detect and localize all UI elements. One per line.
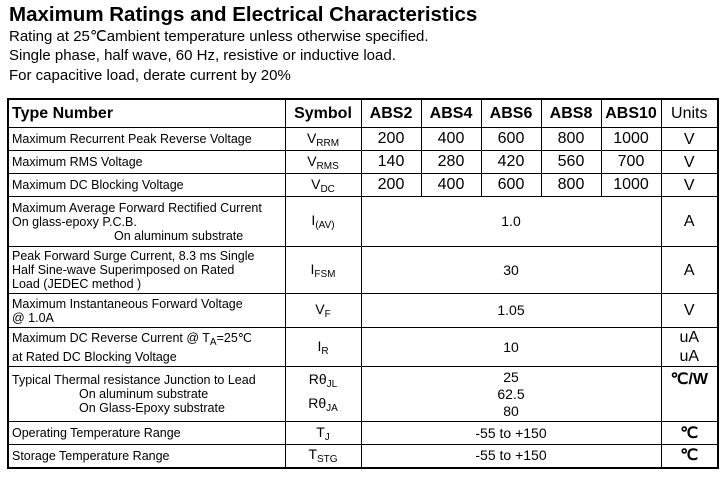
header-model-abs4: ABS4 <box>421 99 481 128</box>
value-abs4: 400 <box>421 174 481 197</box>
param-label: Maximum DC Blocking Voltage <box>8 174 285 197</box>
value-abs2: 200 <box>361 174 421 197</box>
table-row-vdc <box>8 174 718 197</box>
value-all-models: -55 to +150 <box>361 445 661 468</box>
page-title: Maximum Ratings and Electrical Characteristics <box>9 3 478 26</box>
value-abs4: 400 <box>421 128 481 151</box>
param-label: Maximum Average Forward Rectified Current On glass-epoxy P.C.B. On aluminum substrate <box>8 197 285 247</box>
symbol-cell: $I_{(AV)}$ <box>285 197 361 247</box>
unit-cell: ℃/W <box>661 367 718 422</box>
unit-cell: V <box>661 294 718 328</box>
value-abs2: 200 <box>361 128 421 151</box>
value-abs8: 800 <box>541 128 601 151</box>
note-phase: Single phase, half wave, 60 Hz, resistive or inductive load. <box>9 47 396 64</box>
unit-cell: V <box>661 174 718 197</box>
value-abs8: 560 <box>541 151 601 174</box>
table-row-thermal <box>8 367 718 422</box>
unit-cell: ℃ <box>661 445 718 468</box>
table-row-vf <box>8 294 718 328</box>
note-temperature: Rating at 25℃ambient temperature unless otherwise specified. <box>9 28 429 45</box>
symbol-cell: $V_{RMS}$ <box>285 151 361 174</box>
header-row <box>8 99 718 128</box>
symbol-cell: $V_{DC}$ <box>285 174 361 197</box>
table-row-vrms <box>8 151 718 174</box>
header-type-number: Type Number <box>8 99 285 128</box>
value-abs10: 1000 <box>601 174 661 197</box>
symbol-cell: $I_{FSM}$ <box>285 247 361 294</box>
ratings-table <box>7 98 719 469</box>
symbol-cell: $I_R$ <box>285 328 361 367</box>
header-model-abs10: ABS10 <box>601 99 661 128</box>
header-model-abs8: ABS8 <box>541 99 601 128</box>
symbol-cell: $V_F$ <box>285 294 361 328</box>
value-abs6: 600 <box>481 128 541 151</box>
value-all-models: 25 62.5 80 <box>361 367 661 422</box>
symbol-cell: $R\theta_{JL}$ $R\theta_{JA}$ <box>285 367 361 422</box>
value-all-models: 1.05 <box>361 294 661 328</box>
value-all-models: 10 <box>361 328 661 367</box>
unit-cell: A <box>661 247 718 294</box>
unit-cell: ℃ <box>661 422 718 445</box>
unit-cell: uA uA <box>661 328 718 367</box>
param-label: Maximum Instantaneous Forward Voltage @ 1.0A <box>8 294 285 328</box>
table-row-tj <box>8 422 718 445</box>
param-label: Maximum RMS Voltage <box>8 151 285 174</box>
value-abs2: 140 <box>361 151 421 174</box>
value-abs4: 280 <box>421 151 481 174</box>
value-abs6: 420 <box>481 151 541 174</box>
note-capacitive: For capacitive load, derate current by 20% <box>9 67 291 84</box>
value-all-models: -55 to +150 <box>361 422 661 445</box>
table-row-vrrm <box>8 128 718 151</box>
header-units: Units <box>661 99 718 128</box>
table-row-iav <box>8 197 718 247</box>
param-label: Operating Temperature Range <box>8 422 285 445</box>
unit-cell: V <box>661 151 718 174</box>
param-label: Storage Temperature Range <box>8 445 285 468</box>
header-model-abs6: ABS6 <box>481 99 541 128</box>
param-label: Peak Forward Surge Current, 8.3 ms Single Half Sine-wave Superimposed on Rated Load (JEDEC method ) <box>8 247 285 294</box>
param-label: Maximum DC Reverse Current @ $T_A=25℃$ at Rated DC Blocking Voltage <box>8 328 285 367</box>
value-abs8: 800 <box>541 174 601 197</box>
table-row-ifsm <box>8 247 718 294</box>
value-all-models: 30 <box>361 247 661 294</box>
value-all-models: 1.0 <box>361 197 661 247</box>
value-abs10: 700 <box>601 151 661 174</box>
symbol-cell: $T_J$ <box>285 422 361 445</box>
param-label: Typical Thermal resistance Junction to Lead On aluminum substrate On Glass-Epoxy substrate <box>8 367 285 422</box>
value-abs10: 1000 <box>601 128 661 151</box>
param-label: Maximum Recurrent Peak Reverse Voltage <box>8 128 285 151</box>
value-abs6: 600 <box>481 174 541 197</box>
unit-cell: V <box>661 128 718 151</box>
symbol-cell: $V_{RRM}$ <box>285 128 361 151</box>
header-symbol: Symbol <box>285 99 361 128</box>
unit-cell: A <box>661 197 718 247</box>
table-row-tstg <box>8 445 718 468</box>
table-row-ir <box>8 328 718 367</box>
header-model-abs2: ABS2 <box>361 99 421 128</box>
symbol-cell: $T_{STG}$ <box>285 445 361 468</box>
